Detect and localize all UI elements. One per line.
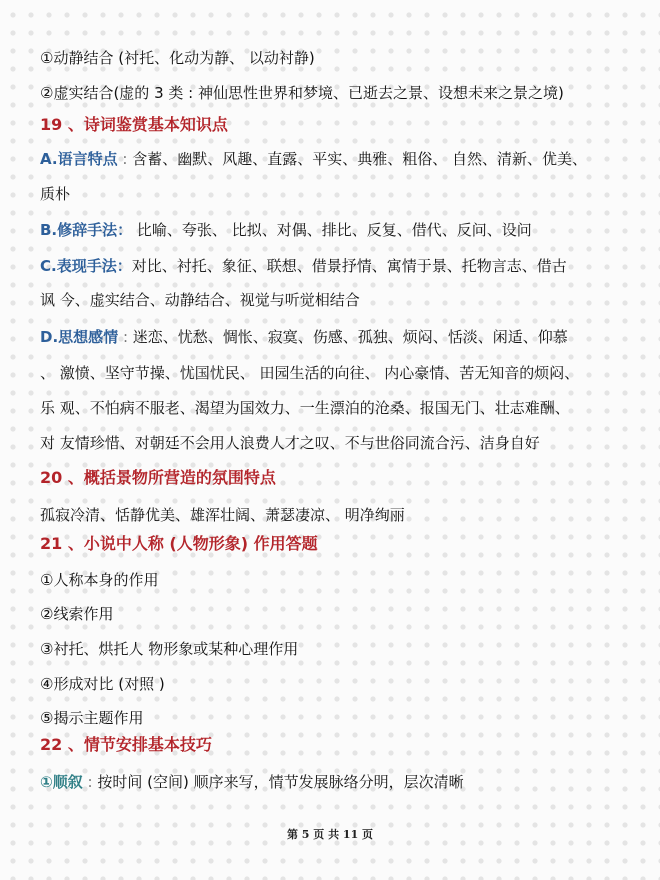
heading-21: 21 、小说中人称 (人物形象) 作用答题 — [40, 534, 318, 553]
item-d-line3: 乐 观、不怕病不服老、渴望为国效力、一生漂泊的沧桑、报国无门、壮志难酬、 — [40, 399, 570, 417]
label-shunxu: ①顺叙 — [40, 773, 83, 791]
item-c-line2: 讽 今、虚实结合、动静结合、视觉与听觉相结合 — [40, 291, 360, 309]
text-shunxu: 按时间 (空间) 顺序来写，情节发展脉络分明，层次清晰 — [97, 773, 464, 791]
heading-20: 20 、概括景物所营造的氛围特点 — [40, 468, 276, 487]
text-yuyan: 含蓄、幽默、风趣、直露、平实、典雅、粗俗、 自然、清新、优美、 — [132, 150, 587, 168]
text-biaoxian: 对比、衬托、象征、联想、借景抒情、寓情于景、托物言志、借古 — [131, 257, 567, 275]
text-sixiang: 迷恋、忧愁、惆怅、寂寞、伤感、孤独、烦闷、恬淡、闲适、仰慕 — [132, 328, 568, 346]
item-xushi: ②虚实结合(虚的 3 类 : 神仙思性世界和梦境、已逝去之景、设想未来之景之境) — [40, 84, 564, 102]
item-renchen: ①人称本身的作用 — [40, 571, 159, 589]
item-chentuo: ③衬托、烘托人 物形象或某种心理作用 — [40, 640, 299, 658]
item-shunxu — [40, 772, 640, 792]
item-a-line1 — [40, 149, 640, 169]
item-dongjing: ①动静结合 (衬托、化动为静、 以动衬静) — [40, 49, 315, 67]
item-zhuti: ⑤揭示主题作用 — [40, 709, 144, 727]
label-sixiang: D.思想感情 — [40, 328, 119, 346]
item-a-line2: 质朴 — [40, 185, 71, 203]
item-c-line1 — [40, 256, 640, 276]
label-xiuci: B.修辞手法： — [40, 221, 133, 239]
separator: : — [87, 773, 93, 791]
item-d-line1 — [40, 327, 640, 347]
item-d-line4: 对 友情珍惜、对朝廷不会用人浪费人才之叹、不与世俗同流合污、洁身自好 — [40, 434, 540, 452]
item-fenwei: 孤寂冷清、恬静优美、雄浑壮阔、萧瑟凄凉、 明净绚丽 — [40, 506, 405, 524]
heading-22: 22 、情节安排基本技巧 — [40, 735, 212, 754]
separator: : — [122, 150, 128, 168]
label-yuyan: A.语言特点 — [40, 150, 118, 168]
item-xiansuo: ②线索作用 — [40, 605, 114, 623]
text-xiuci: 比喻、夸张、 比拟、对偶、排比、反复、借代、反问、设问 — [136, 221, 532, 239]
separator: : — [122, 328, 128, 346]
label-biaoxian: C.表现手法： — [40, 257, 132, 275]
page-footer: 第 5 页 共 11 页 — [286, 828, 374, 841]
heading-19: 19 、诗词鉴赏基本知识点 — [40, 115, 228, 134]
item-b — [40, 220, 640, 240]
item-d-line2: 、 激愤、坚守节操、忧国忧民、 田园生活的向往、 内心豪情、苦无知音的烦闷、 — [40, 364, 580, 382]
item-duibi: ④形成对比 (对照 ) — [40, 675, 165, 693]
